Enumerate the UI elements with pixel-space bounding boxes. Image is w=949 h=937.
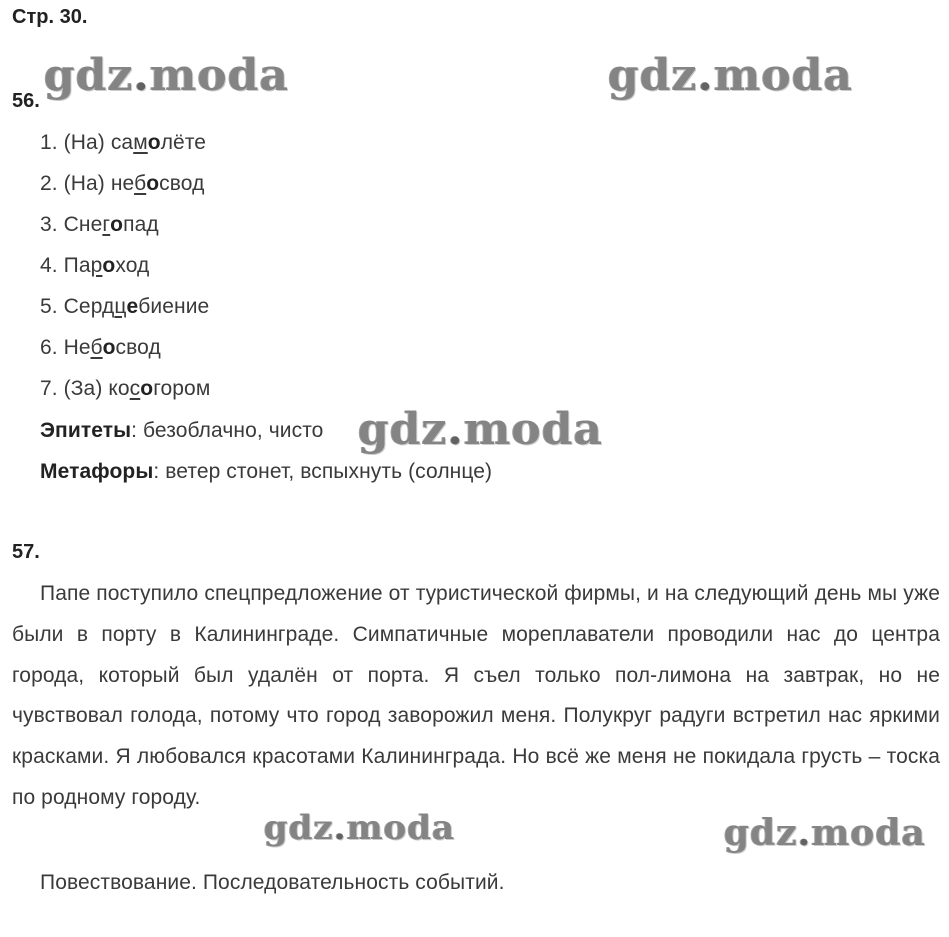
- word-part: ход: [115, 254, 150, 277]
- list-item: [40, 213, 159, 237]
- list-item: [40, 377, 210, 401]
- task-56-number: 56.: [12, 90, 40, 112]
- bold-letter: о: [147, 131, 161, 154]
- page-number: Стр. 30.: [12, 6, 88, 28]
- bold-letter: о: [102, 254, 116, 277]
- epithets-text: : безоблачно, чисто: [131, 419, 324, 442]
- word-part: Не: [63, 336, 91, 359]
- underlined-letter: р: [90, 254, 103, 277]
- watermark-logo: gdz.moda: [358, 404, 604, 455]
- watermark-logo: gdz.moda: [724, 812, 926, 854]
- list-item: [40, 336, 161, 360]
- word-part: Сне: [63, 213, 103, 236]
- underlined-letter: г: [102, 213, 111, 236]
- list-item: [40, 254, 149, 278]
- bold-letter: о: [110, 213, 124, 236]
- word-part: (На) са: [63, 131, 134, 154]
- word-part: Па: [63, 254, 91, 277]
- list-item: [40, 295, 209, 319]
- underlined-letter: м: [133, 131, 148, 154]
- word-part: (За) ко: [63, 377, 130, 400]
- metaphors-text: : ветер стонет, вспыхнуть (солнце): [153, 460, 493, 483]
- bold-letter: о: [102, 336, 116, 359]
- task-57-number: 57.: [12, 541, 40, 563]
- underlined-letter: б: [90, 336, 103, 359]
- metaphors-line: [40, 460, 492, 484]
- list-item-number: 2.: [40, 172, 58, 195]
- watermark-logo: gdz.moda: [608, 50, 854, 101]
- list-item: [40, 172, 204, 196]
- word-part: лёте: [160, 131, 207, 154]
- metaphors-label: Метафоры: [40, 460, 154, 483]
- list-item-number: 6.: [40, 336, 58, 359]
- watermark-logo: gdz.moda: [264, 808, 456, 848]
- epithets-line: [40, 419, 323, 443]
- list-item-number: 4.: [40, 254, 58, 277]
- list-item-number: 3.: [40, 213, 58, 236]
- underlined-letter: ц: [114, 295, 127, 318]
- task-57-conclusion: Повествование. Последовательность событий.: [40, 871, 505, 894]
- list-item-number: 5.: [40, 295, 58, 318]
- word-part: биение: [138, 295, 210, 318]
- bold-letter: о: [140, 377, 154, 400]
- epithets-label: Эпитеты: [40, 419, 132, 442]
- word-part: свод: [159, 172, 205, 195]
- word-part: пад: [123, 213, 159, 236]
- list-item: [40, 131, 206, 155]
- word-part: (На) не: [63, 172, 135, 195]
- word-part: свод: [115, 336, 161, 359]
- word-part: Серд: [63, 295, 115, 318]
- list-item-number: 1.: [40, 131, 58, 154]
- task-57-paragraph: Папе поступило спецпредложение от туристической фирмы, и на следующий день мы уже были в порту в Калининграде. Симпатичные мореплаватели проводили нас до центра города, который был удалён от порта. Я съел только пол-лимона на завтрак, но не чувствовал голода, потому что город заворожил меня. Полукруг радуги встретил нас яркими красками. Я любовался красотами Калининграда. Но всё же меня не покидала грусть – тоска по родному городу.: [12, 582, 940, 809]
- list-item-number: 7.: [40, 377, 58, 400]
- watermark-logo: gdz.moda: [44, 50, 290, 101]
- bold-letter: о: [146, 172, 160, 195]
- underlined-letter: с: [129, 377, 141, 400]
- word-part: гором: [153, 377, 211, 400]
- bold-letter: е: [126, 295, 139, 318]
- underlined-letter: б: [134, 172, 147, 195]
